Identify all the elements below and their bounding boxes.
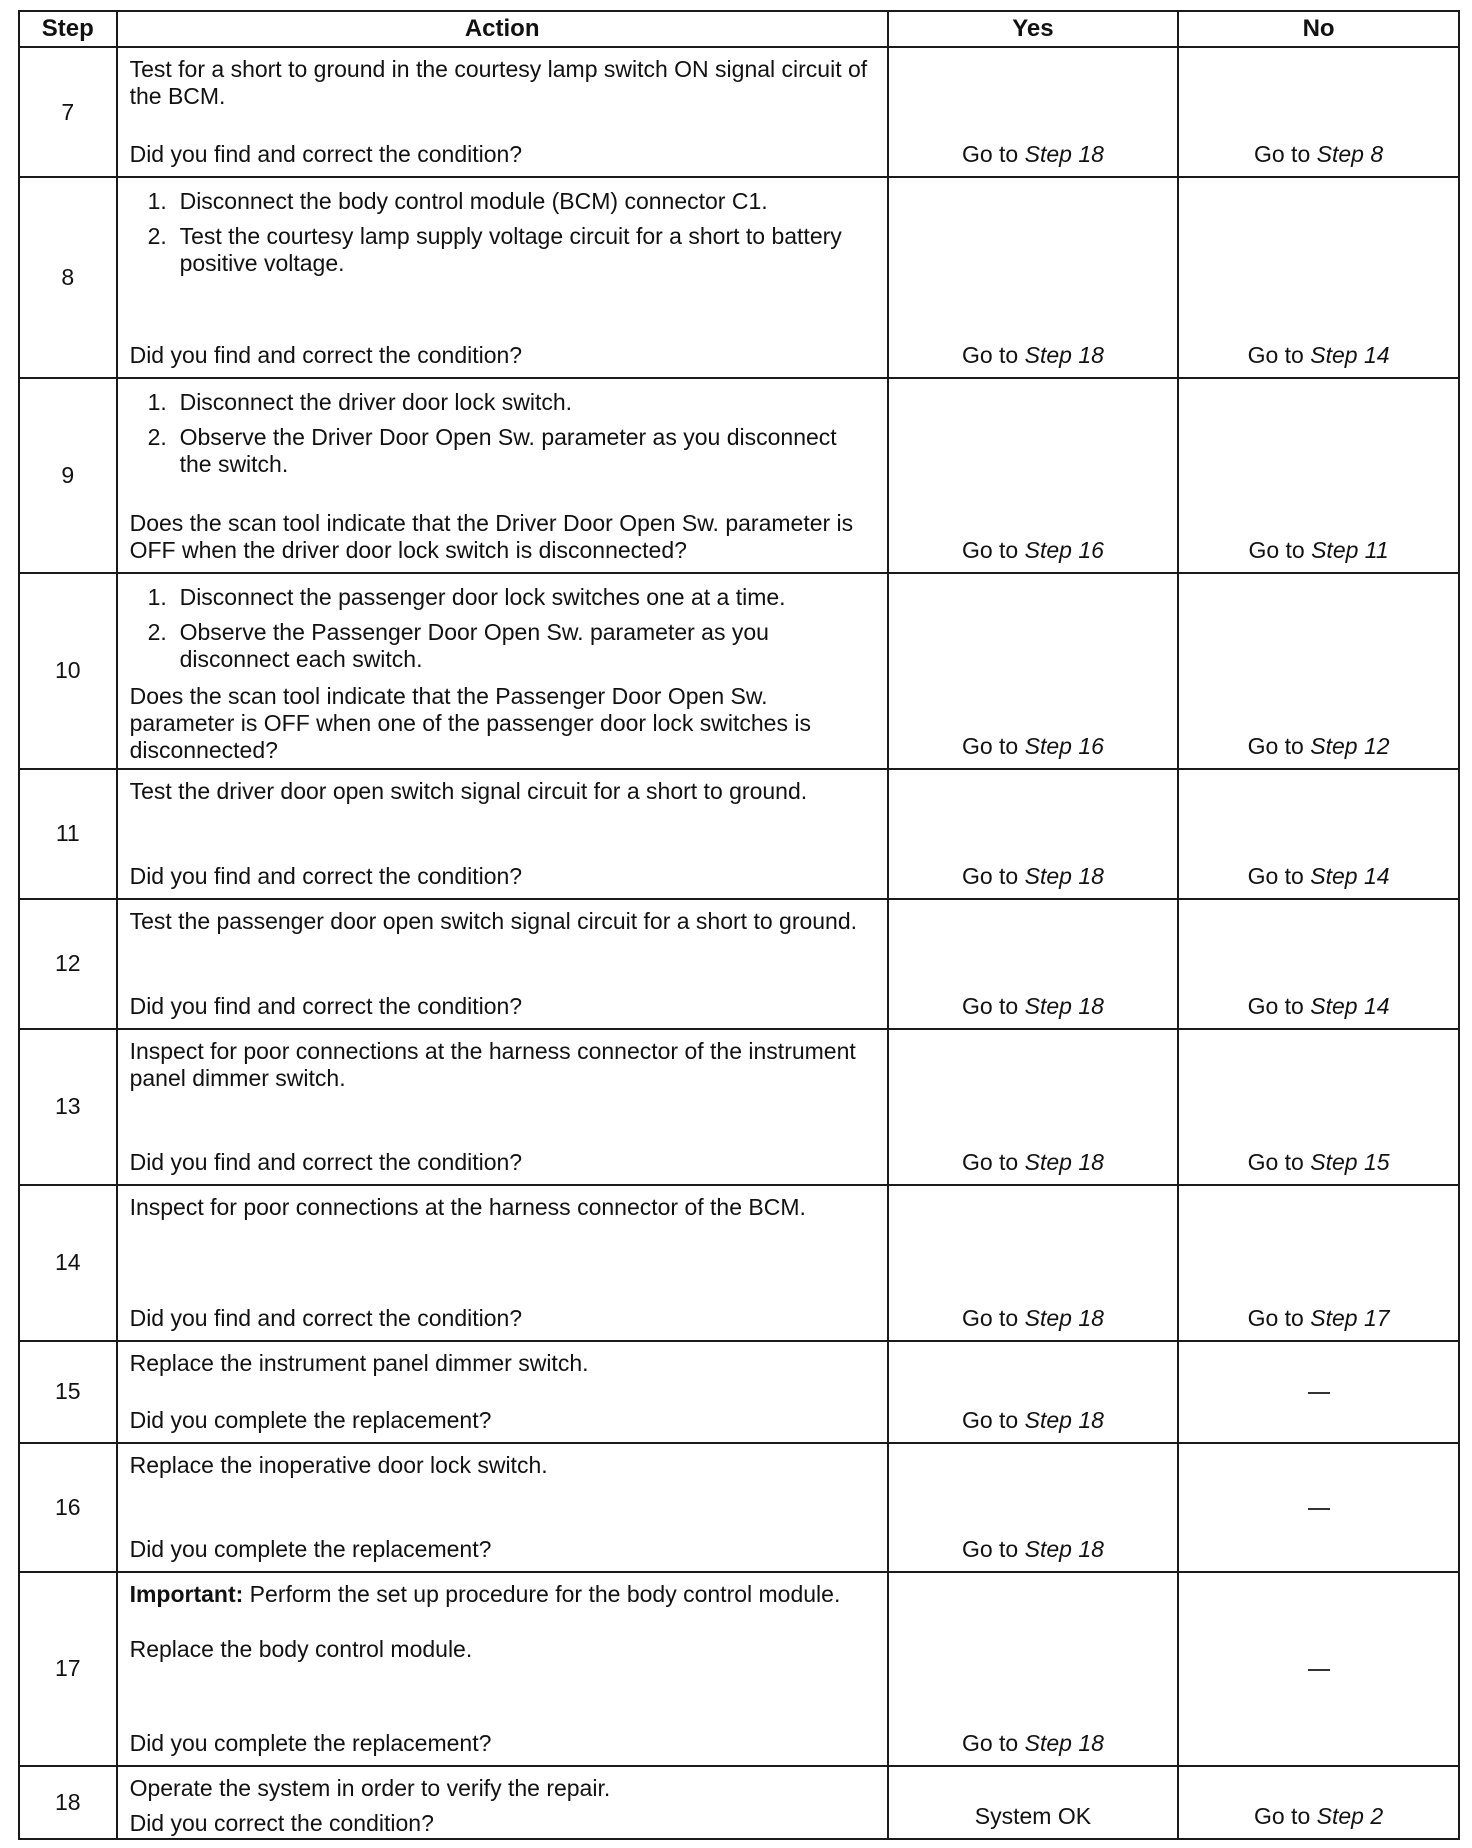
step-number: 13: [19, 1029, 117, 1185]
goto-prefix: Go to: [1247, 1148, 1304, 1175]
action-content: [118, 1342, 887, 1442]
procedure-step-text: Test the courtesy lamp supply voltage circuit for a short to battery positive voltage.: [179, 223, 842, 277]
action-content: [118, 379, 887, 572]
header-yes: Yes: [888, 11, 1178, 47]
step-reference: Step 14: [1310, 992, 1390, 1019]
goto-prefix: Go to: [961, 1148, 1019, 1175]
action-cell: [117, 573, 888, 768]
goto-prefix: Go to: [1247, 1304, 1304, 1331]
no-result: [1178, 177, 1459, 378]
action-text: Test for a short to ground in the courtesy lamp switch ON signal circuit of the BCM.: [129, 56, 868, 109]
action-cell: [117, 1341, 888, 1443]
goto-prefix: Go to: [961, 537, 1019, 564]
goto-prefix: Go to: [961, 1406, 1019, 1433]
procedure-step-number: 2.: [147, 223, 167, 250]
action-cell: [117, 177, 888, 378]
yes-result: [888, 769, 1178, 899]
step-number: 8: [19, 177, 117, 378]
procedure-step-text: Disconnect the body control module (BCM) connector C1.: [179, 188, 768, 215]
action-text: Replace the inoperative door lock switch.: [129, 1451, 548, 1478]
step-number: 9: [19, 378, 117, 573]
table-row: [19, 1185, 1459, 1341]
step-number: 11: [19, 769, 117, 899]
goto-prefix: Go to: [961, 141, 1019, 168]
action-question: Does the scan tool indicate that the Driver Door Open Sw. parameter is OFF when the driver door lock switch is disconnected?: [129, 510, 854, 564]
goto-prefix: Go to: [1248, 537, 1305, 564]
procedure-step-text: Disconnect the passenger door lock switches one at a time.: [179, 584, 786, 611]
not-applicable-dash: [1308, 1392, 1330, 1394]
step-reference: Step 18: [1024, 1304, 1104, 1331]
table-row: [19, 47, 1459, 177]
no-result: [1178, 47, 1459, 177]
procedure-step-text: Observe the Driver Door Open Sw. parameter as you disconnect the switch.: [179, 424, 837, 478]
no-result: [1178, 1341, 1459, 1443]
step-reference: Step 17: [1310, 1304, 1390, 1331]
procedure-step: [148, 389, 875, 416]
step-reference: Step 18: [1024, 992, 1104, 1019]
step-reference: Step 11: [1311, 537, 1389, 564]
step-reference: Step 12: [1310, 732, 1390, 759]
table-row: [19, 1443, 1459, 1572]
no-result: [1178, 1185, 1459, 1341]
table-header-row: [19, 11, 1459, 47]
goto-prefix: Go to: [1247, 342, 1304, 369]
goto-prefix: Go to: [961, 1729, 1019, 1756]
action-text: Inspect for poor connections at the harness connector of the instrument panel dimmer switch.: [129, 1037, 856, 1091]
action-content: [118, 1030, 887, 1184]
goto-prefix: Go to: [961, 862, 1019, 889]
procedure-step-text: Observe the Passenger Door Open Sw. parameter as you disconnect each switch.: [179, 619, 769, 673]
goto-prefix: Go to: [961, 1535, 1019, 1562]
no-result: [1178, 769, 1459, 899]
step-reference: Step 16: [1024, 732, 1104, 759]
action-content: [118, 574, 887, 767]
step-reference: Step 16: [1024, 537, 1104, 564]
action-question: Did you complete the replacement?: [129, 1729, 492, 1756]
step-number: 10: [19, 573, 117, 768]
yes-result: [888, 1029, 1178, 1185]
step-reference: Step 18: [1024, 1148, 1104, 1175]
goto-prefix: Go to: [1253, 141, 1311, 168]
procedure-step: [148, 424, 875, 478]
action-question: Does the scan tool indicate that the Passenger Door Open Sw. parameter is OFF when one of the passenger door lock switches is disconnected?: [129, 683, 811, 764]
procedure-step-number: 2.: [147, 424, 167, 451]
table-row: [19, 769, 1459, 899]
action-cell: [117, 769, 888, 899]
step-number: 15: [19, 1341, 117, 1443]
table-row: [19, 1029, 1459, 1185]
header-step: Step: [19, 11, 117, 47]
step-reference: Step 18: [1024, 1729, 1104, 1756]
important-text: Perform the set up procedure for the body control module.: [243, 1580, 841, 1607]
table-row: [19, 1572, 1459, 1766]
no-result: [1178, 1572, 1459, 1766]
step-reference: Step 18: [1024, 1535, 1104, 1562]
important-note: [130, 1581, 875, 1608]
action-question: Did you complete the replacement?: [129, 1535, 492, 1562]
procedure-step: [148, 619, 875, 673]
goto-prefix: Go to: [961, 342, 1019, 369]
action-question: Did you complete the replacement?: [129, 1406, 492, 1433]
table-body: [19, 47, 1459, 1839]
yes-text: System OK: [974, 1803, 1092, 1829]
action-cell: [117, 1572, 888, 1766]
action-question: Did you find and correct the condition?: [129, 1148, 523, 1175]
step-reference: Step 18: [1024, 141, 1104, 168]
step-reference: Step 18: [1024, 862, 1104, 889]
step-number: 16: [19, 1443, 117, 1572]
table-row: [19, 899, 1459, 1029]
procedure-step-number: 1.: [147, 584, 167, 611]
header-action: Action: [117, 11, 888, 47]
step-reference: Step 15: [1310, 1148, 1390, 1175]
action-text: Inspect for poor connections at the harness connector of the BCM.: [129, 1193, 806, 1220]
diagnostic-table: [18, 10, 1460, 1840]
step-reference: Step 2: [1316, 1803, 1384, 1829]
yes-result: [888, 47, 1178, 177]
yes-result: [888, 1766, 1178, 1839]
action-content: [118, 1573, 887, 1765]
action-cell: [117, 378, 888, 573]
yes-result: [888, 573, 1178, 768]
action-text: Test the passenger door open switch signal circuit for a short to ground.: [129, 907, 858, 934]
yes-result: [888, 1341, 1178, 1443]
action-text: Test the driver door open switch signal circuit for a short to ground.: [129, 777, 808, 804]
not-applicable-dash: [1308, 1669, 1330, 1671]
action-question: Did you find and correct the condition?: [129, 342, 523, 369]
yes-result: [888, 378, 1178, 573]
action-content: [118, 1767, 887, 1838]
goto-prefix: Go to: [1247, 732, 1304, 759]
action-content: [118, 900, 887, 1028]
table-row: [19, 573, 1459, 768]
action-question: Did you find and correct the condition?: [129, 992, 523, 1019]
no-result: [1178, 378, 1459, 573]
action-text: Replace the instrument panel dimmer switch.: [129, 1349, 589, 1376]
step-reference: Step 18: [1024, 342, 1104, 369]
no-result: [1178, 1443, 1459, 1572]
action-content: [118, 48, 887, 176]
action-cell: [117, 1185, 888, 1341]
action-question: Did you correct the condition?: [129, 1809, 434, 1836]
important-label: Important:: [129, 1580, 244, 1607]
goto-prefix: Go to: [1253, 1803, 1311, 1829]
action-content: [118, 1186, 887, 1340]
goto-prefix: Go to: [1247, 862, 1304, 889]
action-content: [118, 770, 887, 898]
header-no: No: [1178, 11, 1459, 47]
no-result: [1178, 1766, 1459, 1839]
procedure-step-text: Disconnect the driver door lock switch.: [179, 389, 573, 416]
yes-result: [888, 1572, 1178, 1766]
action-cell: [117, 1766, 888, 1839]
step-reference: Step 14: [1310, 862, 1390, 889]
goto-prefix: Go to: [961, 732, 1019, 759]
no-result: [1178, 573, 1459, 768]
action-text: Replace the body control module.: [129, 1635, 473, 1662]
procedure-step: [148, 188, 875, 215]
step-reference: Step 14: [1310, 342, 1390, 369]
procedure-step: [148, 584, 875, 611]
yes-result: [888, 1443, 1178, 1572]
no-result: [1178, 1029, 1459, 1185]
yes-result: [888, 1185, 1178, 1341]
action-cell: [117, 1029, 888, 1185]
procedure-step-number: 1.: [147, 188, 167, 215]
action-cell: [117, 899, 888, 1029]
step-reference: Step 18: [1024, 1406, 1104, 1433]
table-row: [19, 177, 1459, 378]
diagnostic-table-container: [18, 10, 1460, 1840]
step-reference: Step 8: [1316, 141, 1384, 168]
procedure-step-number: 1.: [147, 389, 167, 416]
step-number: 7: [19, 47, 117, 177]
goto-prefix: Go to: [961, 992, 1019, 1019]
procedure-step: [148, 223, 875, 277]
action-question: Did you find and correct the condition?: [129, 1304, 523, 1331]
yes-result: [888, 177, 1178, 378]
step-number: 14: [19, 1185, 117, 1341]
goto-prefix: Go to: [1247, 992, 1304, 1019]
not-applicable-dash: [1308, 1508, 1330, 1510]
action-content: [118, 1444, 887, 1571]
no-result: [1178, 899, 1459, 1029]
action-cell: [117, 47, 888, 177]
action-cell: [117, 1443, 888, 1572]
action-content: [118, 178, 887, 377]
yes-result: [888, 899, 1178, 1029]
action-question: Did you find and correct the condition?: [129, 141, 523, 168]
goto-prefix: Go to: [961, 1304, 1019, 1331]
table-row: [19, 1766, 1459, 1839]
table-row: [19, 1341, 1459, 1443]
procedure-step-number: 2.: [147, 619, 167, 646]
table-row: [19, 378, 1459, 573]
step-number: 17: [19, 1572, 117, 1766]
step-number: 18: [19, 1766, 117, 1839]
action-text: Operate the system in order to verify the repair.: [129, 1774, 611, 1801]
action-question: Did you find and correct the condition?: [129, 862, 523, 889]
step-number: 12: [19, 899, 117, 1029]
